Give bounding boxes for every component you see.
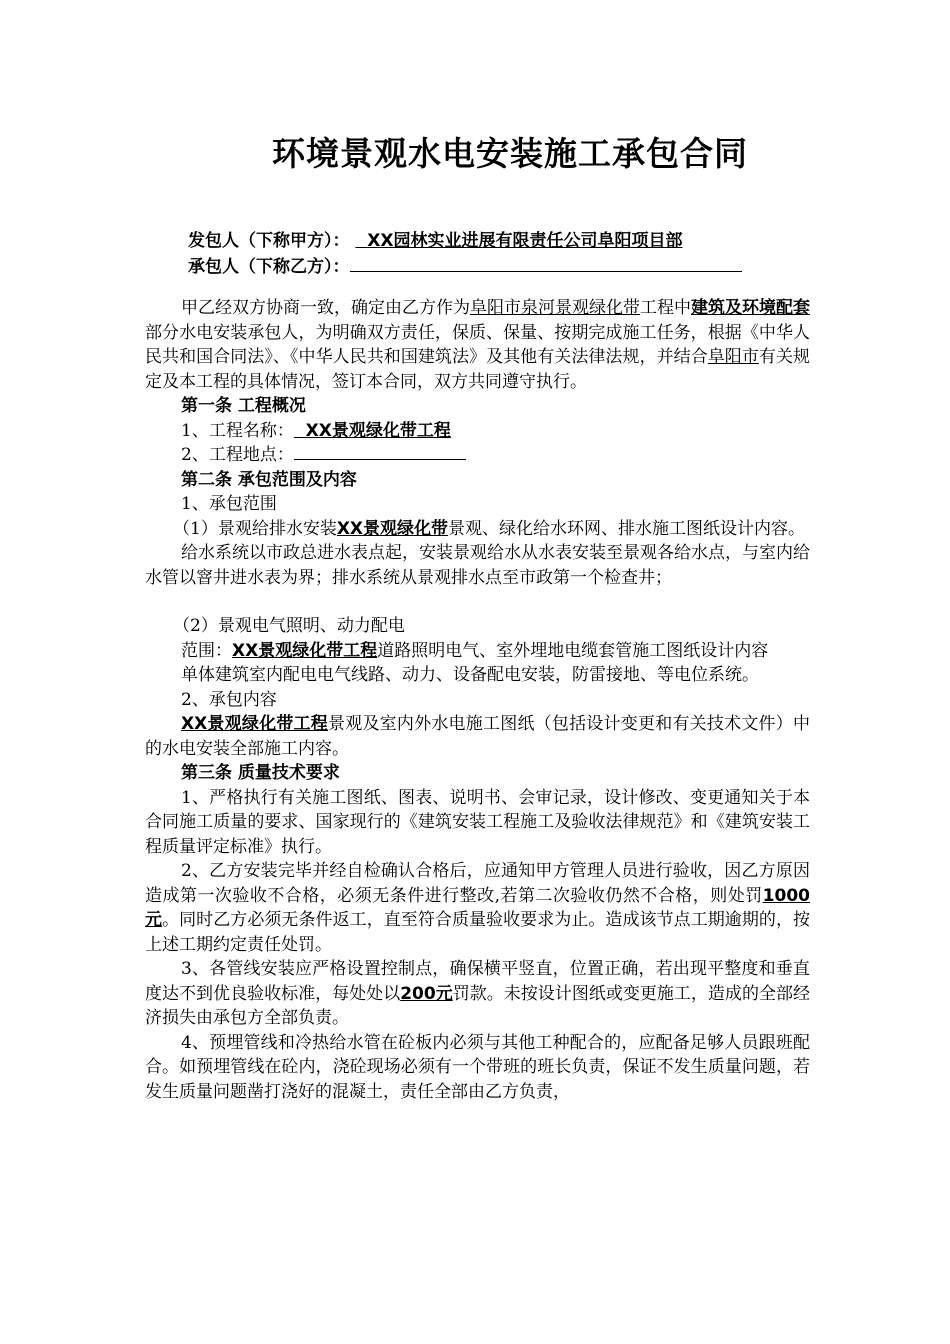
party-a-line (188, 226, 682, 251)
party-a-value: XX园林实业进展有限责任公司阜阳项目部 (367, 231, 683, 251)
scope-item-1-detail: 给水系统以市政总进水表点起，安装景观给水从水表安装至景观各给水点，与室内给水管以窨井进水表为界；排水系统从景观排水点至市政第一个检查井； (145, 543, 810, 588)
party-b-label: 承包人（下称乙方）： (188, 257, 350, 277)
party-b-line (188, 252, 742, 277)
article-2-heading: 第二条 承包范围及内容 (181, 469, 357, 490)
intro-paragraph: 甲乙经双方协商一致，确定由乙方作为阜阳市泉河景观绿化带工程中建筑及环境配套部分水电安装承包人，为明确双方责任，保质、保量、按期完成施工任务，根据《中华人民共和国合同法》、《中华人民共和国建筑法》及其他有关法律法规，并结合阜阳市有关规定及本工程的具体情况，签订本合同，双方共同遵守执行。 (145, 298, 811, 392)
document-title: 环境景观水电安装施工承包合同 (272, 134, 748, 173)
scope-item-1: （1）景观给排水安装XX景观绿化带景观、绿化给水环网、排水施工图纸设计内容。 (173, 518, 806, 539)
article-1-heading: 第一条 工程概况 (181, 396, 306, 416)
content-label: 2、承包内容 (181, 689, 277, 710)
article-3-heading: 第三条 质量技术要求 (181, 763, 340, 783)
scope-item-2-title: （2）景观电气照明、动力配电 (173, 616, 405, 636)
party-b-blank (350, 255, 742, 272)
project-site-blank (294, 443, 466, 460)
content-paragraph: XX景观绿化带工程景观及室内外水电施工图纸（包括设计变更和有关技术文件）中的水电安装全部施工内容。 (145, 714, 811, 759)
party-a-label: 发包人（下称甲方）： (188, 231, 350, 251)
contract-body (145, 296, 810, 1104)
scope-item-2-detail: 单体建筑室内配电电气线路、动力、设备配电安装，防雷接地、等电位系统。 (181, 665, 759, 685)
project-name-value: XX景观绿化带工程 (305, 420, 451, 441)
scope-label: 1、承包范围 (181, 494, 277, 514)
quality-item-4: 4、预埋管线和冷热给水管在砼板内必须与其他工种配合的，应配备足够人员跟班配合。如预埋管线在砼内，浇砼现场必须有一个带班的班长负责，保证不发生质量问题，若发生质量问题凿打浇好的混凝土，责任全部由乙方负责， (145, 1032, 810, 1102)
scope-item-2: 范围：XX景观绿化带工程道路照明电气、室外埋地电缆套管施工图纸设计内容 (181, 640, 769, 661)
project-name-line: 1、工程名称： XX景观绿化带工程 (181, 420, 451, 441)
project-site-line: 2、工程地点： (145, 443, 810, 468)
quality-item-1: 1、严格执行有关施工图纸、图表、说明书、会审记录，设计修改、变更通知关于本合同施工质量的要求、国家现行的《建筑安装工程施工及验收法律规范》和《建筑安装工程质量评定标准》执行。 (145, 787, 810, 857)
quality-item-3: 3、各管线安装应严格设置控制点，确保横平竖直，位置正确，若出现平整度和垂直度达不到优良验收标准，每处处以200元罚款。未按设计图纸或变更施工，造成的全部经济损失由承包方全部负责。 (145, 959, 810, 1028)
quality-item-2: 2、乙方安装完毕并经自检确认合格后，应通知甲方管理人员进行验收，因乙方原因造成第一次验收不合格，必须无条件进行整改,若第二次验收仍然不合格，则处罚1000元。同时乙方必须无条件返工，直至符合质量验收要求为止。造成该节点工期逾期的，按上述工期约定责任处罚。 (145, 861, 811, 955)
